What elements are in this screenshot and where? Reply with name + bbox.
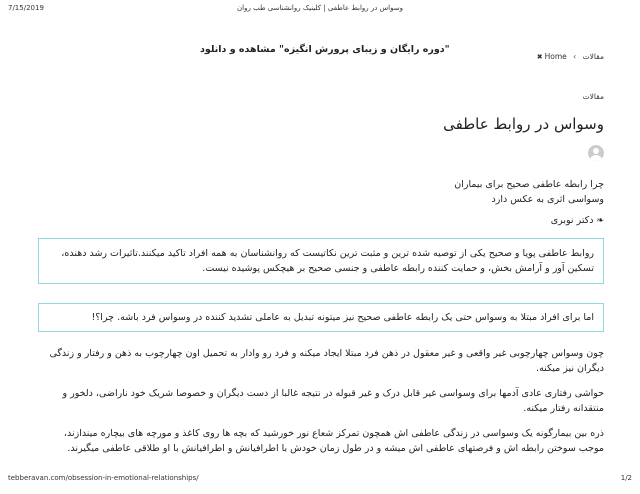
intro-line-1: چرا رابطه عاطفی صحیح برای بیماران — [454, 179, 604, 190]
author-line — [38, 215, 604, 226]
print-footer — [8, 474, 632, 486]
print-date: 7/15/2019 — [8, 4, 44, 12]
breadcrumb-separator: › — [573, 52, 577, 61]
breadcrumb — [537, 52, 604, 61]
home-icon: ✖ — [536, 53, 543, 61]
article-category[interactable]: مقالات — [582, 92, 604, 101]
highlight-box-2: اما برای افراد مبتلا به وسواس حتی یک رابطه عاطفی صحیح نیز میتونه تبدیل به عاملی تشدید کننده در وسواس فرد باشه. چرا؟! — [38, 303, 604, 332]
paragraph-2: حواشی رفتاری عادی آدمها برای وسواسی غیر قابل درک و غیر قبوله در نتیجه غالبا از دست دیگران و خصوصا شریک خود ناراضی، دلخور و منتقدانه رفتار میکنه. — [62, 388, 604, 414]
paragraph-1: چون وسواس چهارچوبی غیر واقعی و غیر معقول در ذهن فرد مبتلا ایجاد میکنه و فرد رو وادار به تحمیل اون چهارچوب به ذهن و رفتار و زندگی دیگران نیز میکنه. — [49, 348, 604, 374]
promo-link[interactable]: "دوره رایگان و زیبای پرورش انگیزه" مشاهده و دانلود — [200, 44, 450, 55]
breadcrumb-current[interactable]: مقالات — [582, 52, 604, 61]
breadcrumb-home[interactable] — [537, 52, 567, 61]
print-page-title: وسواس در روابط عاطفی | کلینیک روانشناسی طب روان — [237, 4, 403, 12]
intro-line-2: وسواسی اثری به عکس دارد — [491, 194, 604, 205]
top-bar — [200, 44, 604, 62]
author-name: دکتر نوبری — [550, 215, 594, 226]
print-page-number: 1/2 — [620, 474, 632, 482]
author-avatar — [588, 145, 604, 161]
print-header — [8, 4, 632, 16]
article-title: وسواس در روابط عاطفی — [443, 115, 604, 133]
article — [38, 92, 604, 466]
article-intro — [38, 177, 604, 207]
breadcrumb-home-label: Home — [544, 52, 567, 61]
leaf-icon: ❧ — [596, 216, 604, 226]
paragraph-3: ذره بین بیمارگونه یک وسواسی در زندگی عاطفی اش همچون تمرکز شعاع نور خورشید که بچه ها روی کاغذ و مورچه های بیچاره میندازند، موجب سوختن رابطه اش و فرصتهای عاطفی اش میشه و در طول زمان خودش با اطرافیانش و اطرافیانش با او طلاقی عاطفی میگیرند. — [63, 428, 604, 454]
print-url: tebberavan.com/obsession-in-emotional-relationships/ — [8, 474, 199, 482]
highlight-box-1: روابط عاطفی پویا و صحیح یکی از توصیه شده ترین و مثبت ترین نکاتیست که روانشناسان به همه افراد تاکید میکنند.تاثیرات رشد دهنده، تسکین آور و آرامش بخش، و حمایت کننده رابطه عاطفی و جنسی صحیح بر هیچکس پوشیده نیست. — [38, 238, 604, 284]
